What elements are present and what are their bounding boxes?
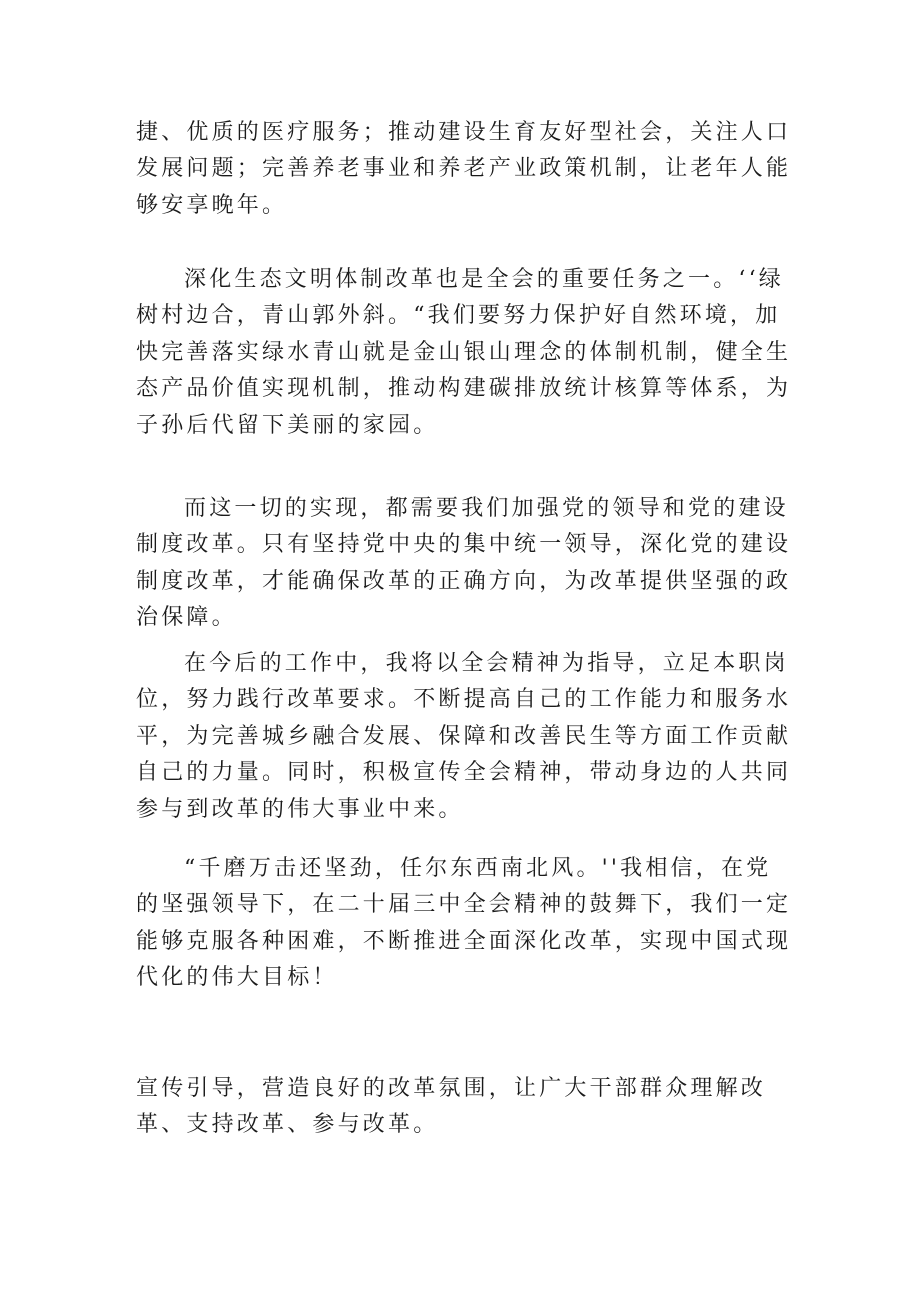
paragraph-closing-quote: “千磨万击还坚劲，任尔东西南北风。''我相信，在党的坚强领导下，在二十届三中全会精神的鼓舞下，我们一定能够克服各种困难，不断推进全面深化改革，实现中国式现代化的伟大目标！ <box>136 856 792 991</box>
paragraph-party-leadership: 而这一切的实现，都需要我们加强党的领导和党的建设制度改革。只有坚持党中央的集中统一领导，深化党的建设制度改革，才能确保改革的正确方向，为改革提供坚强的政治保障。 <box>136 496 792 631</box>
paragraph-healthcare-elderly: 捷、优质的医疗服务；推动建设生育友好型社会，关注人口发展问题；完善养老事业和养老产业政策机制，让老年人能够安享晚年。 <box>136 120 792 218</box>
paragraph-ecological-reform: 深化生态文明体制改革也是全会的重要任务之一。‘‘绿树村边合，青山郭外斜。“我们要努力保护好自然环境，加快完善落实绿水青山就是金山银山理念的体制机制，健全生态产品价值实现机制，推动构建碳排放统计核算等体系，为子孙后代留下美丽的家园。 <box>136 267 792 438</box>
paragraph-publicity-guidance: 宣传引导，营造良好的改革氛围，让广大干部群众理解改革、支持改革、参与改革。 <box>136 1076 767 1138</box>
paragraph-future-work: 在今后的工作中，我将以全会精神为指导，立足本职岗位，努力践行改革要求。不断提高自己的工作能力和服务水平，为完善城乡融合发展、保障和改善民生等方面工作贡献自己的力量。同时，积极宣传全会精神，带动身边的人共同参与到改革的伟大事业中来。 <box>136 651 792 822</box>
